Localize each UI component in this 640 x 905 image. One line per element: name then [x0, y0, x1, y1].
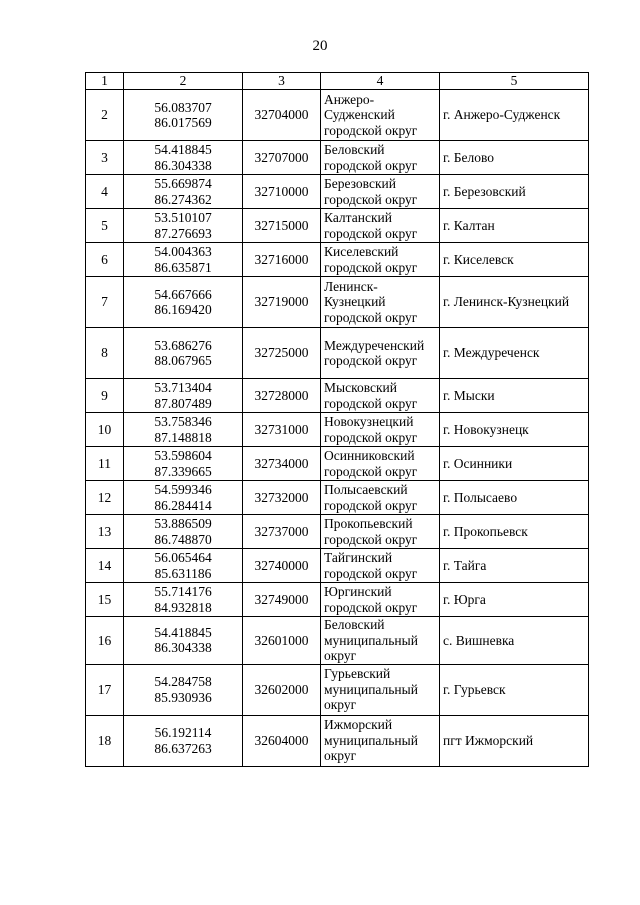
- longitude: 86.304338: [154, 157, 212, 173]
- latitude: 56.192114: [154, 725, 212, 740]
- latitude: 54.599346: [154, 482, 212, 497]
- latitude: 53.758346: [154, 414, 212, 429]
- oktmo-code-cell: 32710000: [243, 175, 321, 209]
- municipality-name-cell: Ленинск-Кузнецкий городской округ: [321, 277, 440, 328]
- admin-center-cell: пгт Ижморский: [440, 715, 589, 766]
- municipality-name-cell: Прокопьевский городской округ: [321, 515, 440, 549]
- longitude: 86.169420: [154, 302, 212, 317]
- row-number-cell: 14: [86, 549, 124, 583]
- row-number-cell: 18: [86, 715, 124, 766]
- admin-center-cell: г. Ленинск-Кузнецкий: [440, 277, 589, 328]
- table-header-row: [86, 73, 589, 90]
- row-number-cell: 16: [86, 617, 124, 665]
- row-number-cell: 11: [86, 447, 124, 481]
- municipality-name-cell: Киселевский городской округ: [321, 243, 440, 277]
- oktmo-code-cell: 32749000: [243, 583, 321, 617]
- longitude: 87.339665: [154, 463, 212, 479]
- admin-center-cell: г. Тайга: [440, 549, 589, 583]
- table-row: [86, 583, 589, 617]
- admin-center-cell: г. Междуреченск: [440, 328, 589, 379]
- admin-center-cell: г. Прокопьевск: [440, 515, 589, 549]
- column-header: 4: [321, 73, 440, 90]
- latitude: 56.065464: [154, 550, 212, 565]
- table-row: [86, 413, 589, 447]
- admin-center-cell: г. Мыски: [440, 379, 589, 413]
- longitude: 87.807489: [154, 395, 212, 411]
- table-row: [86, 481, 589, 515]
- row-number-cell: 9: [86, 379, 124, 413]
- municipality-name-cell: Юргинский городской округ: [321, 583, 440, 617]
- municipality-name-cell: Калтанский городской округ: [321, 209, 440, 243]
- latitude: 53.510107: [154, 210, 212, 225]
- column-header: 2: [124, 73, 243, 90]
- coordinates-cell: [124, 549, 243, 583]
- coordinates-cell: [124, 141, 243, 175]
- row-number-cell: 6: [86, 243, 124, 277]
- coordinates-cell: [124, 413, 243, 447]
- municipality-name-cell: Осинниковский городской округ: [321, 447, 440, 481]
- latitude: 54.418845: [154, 142, 212, 157]
- oktmo-code-cell: 32732000: [243, 481, 321, 515]
- admin-center-cell: г. Белово: [440, 141, 589, 175]
- longitude: 86.017569: [154, 115, 212, 130]
- admin-center-cell: г. Киселевск: [440, 243, 589, 277]
- longitude: 86.284414: [154, 497, 212, 513]
- row-number-cell: 5: [86, 209, 124, 243]
- coordinates-cell: [124, 209, 243, 243]
- admin-center-cell: г. Березовский: [440, 175, 589, 209]
- table-row: [86, 379, 589, 413]
- municipality-name-cell: Гурьевский муниципальный округ: [321, 664, 440, 715]
- column-header: 5: [440, 73, 589, 90]
- table-row: [86, 243, 589, 277]
- coordinates-cell: [124, 328, 243, 379]
- table-row: [86, 715, 589, 766]
- longitude: 86.635871: [154, 259, 212, 275]
- oktmo-code-cell: 32731000: [243, 413, 321, 447]
- admin-center-cell: г. Новокузнецк: [440, 413, 589, 447]
- row-number-cell: 17: [86, 664, 124, 715]
- latitude: 55.669874: [154, 176, 212, 191]
- row-number-cell: 2: [86, 90, 124, 141]
- oktmo-code-cell: 32602000: [243, 664, 321, 715]
- table-row: [86, 209, 589, 243]
- coordinates-cell: [124, 175, 243, 209]
- municipality-name-cell: Беловский муниципальный округ: [321, 617, 440, 665]
- longitude: 85.631186: [154, 565, 212, 581]
- coordinates-cell: [124, 583, 243, 617]
- municipalities-table: [85, 72, 589, 767]
- municipality-name-cell: Междуреченский городской округ: [321, 328, 440, 379]
- table-row: [86, 617, 589, 665]
- row-number-cell: 7: [86, 277, 124, 328]
- latitude: 53.886509: [154, 516, 212, 531]
- oktmo-code-cell: 32716000: [243, 243, 321, 277]
- row-number-cell: 12: [86, 481, 124, 515]
- longitude: 86.304338: [154, 640, 212, 656]
- column-header: 1: [86, 73, 124, 90]
- oktmo-code-cell: 32737000: [243, 515, 321, 549]
- longitude: 88.067965: [154, 353, 212, 368]
- latitude: 53.713404: [154, 380, 212, 395]
- row-number-cell: 8: [86, 328, 124, 379]
- table-row: [86, 515, 589, 549]
- oktmo-code-cell: 32601000: [243, 617, 321, 665]
- admin-center-cell: г. Калтан: [440, 209, 589, 243]
- coordinates-cell: [124, 379, 243, 413]
- admin-center-cell: г. Полысаево: [440, 481, 589, 515]
- page-number: 20: [312, 38, 328, 54]
- municipality-name-cell: Тайгинский городской округ: [321, 549, 440, 583]
- latitude: 53.598604: [154, 448, 212, 463]
- longitude: 84.932818: [154, 599, 212, 615]
- row-number-cell: 13: [86, 515, 124, 549]
- table-row: [86, 175, 589, 209]
- coordinates-cell: [124, 481, 243, 515]
- table-row: [86, 328, 589, 379]
- table-row: [86, 664, 589, 715]
- municipality-name-cell: Полысаевский городской округ: [321, 481, 440, 515]
- coordinates-cell: [124, 515, 243, 549]
- row-number-cell: 15: [86, 583, 124, 617]
- municipality-name-cell: Мысковский городской округ: [321, 379, 440, 413]
- oktmo-code-cell: 32719000: [243, 277, 321, 328]
- column-header: 3: [243, 73, 321, 90]
- oktmo-code-cell: 32728000: [243, 379, 321, 413]
- latitude: 56.083707: [154, 99, 212, 115]
- admin-center-cell: г. Анжеро-Судженск: [440, 90, 589, 141]
- table-row: [86, 277, 589, 328]
- row-number-cell: 3: [86, 141, 124, 175]
- oktmo-code-cell: 32715000: [243, 209, 321, 243]
- table-row: [86, 447, 589, 481]
- latitude: 55.714176: [154, 584, 212, 599]
- oktmo-code-cell: 32725000: [243, 328, 321, 379]
- row-number-cell: 10: [86, 413, 124, 447]
- latitude: 54.667666: [154, 286, 212, 302]
- admin-center-cell: с. Вишневка: [440, 617, 589, 665]
- row-number-cell: 4: [86, 175, 124, 209]
- longitude: 87.148818: [154, 429, 212, 445]
- oktmo-code-cell: 32734000: [243, 447, 321, 481]
- coordinates-cell: [124, 277, 243, 328]
- latitude: 53.686276: [154, 337, 212, 353]
- municipality-name-cell: Ижморский муниципальный округ: [321, 715, 440, 766]
- longitude: 86.274362: [154, 191, 212, 207]
- longitude: 86.637263: [154, 740, 212, 756]
- oktmo-code-cell: 32704000: [243, 90, 321, 141]
- coordinates-cell: [124, 715, 243, 766]
- longitude: 85.930936: [154, 689, 212, 705]
- admin-center-cell: г. Осинники: [440, 447, 589, 481]
- oktmo-code-cell: 32740000: [243, 549, 321, 583]
- coordinates-cell: [124, 90, 243, 141]
- admin-center-cell: г. Юрга: [440, 583, 589, 617]
- coordinates-cell: [124, 243, 243, 277]
- longitude: 86.748870: [154, 531, 212, 547]
- latitude: 54.418845: [154, 624, 212, 640]
- municipality-name-cell: Анжеро-Судженский городской округ: [321, 90, 440, 141]
- coordinates-cell: [124, 664, 243, 715]
- municipality-name-cell: Березовский городской округ: [321, 175, 440, 209]
- latitude: 54.004363: [154, 244, 212, 259]
- coordinates-cell: [124, 447, 243, 481]
- oktmo-code-cell: 32604000: [243, 715, 321, 766]
- municipality-name-cell: Новокузнецкий городской округ: [321, 413, 440, 447]
- admin-center-cell: г. Гурьевск: [440, 664, 589, 715]
- table-row: [86, 141, 589, 175]
- longitude: 87.276693: [154, 225, 212, 241]
- table-row: [86, 90, 589, 141]
- table-row: [86, 549, 589, 583]
- oktmo-code-cell: 32707000: [243, 141, 321, 175]
- coordinates-cell: [124, 617, 243, 665]
- latitude: 54.284758: [154, 674, 212, 689]
- municipality-name-cell: Беловский городской округ: [321, 141, 440, 175]
